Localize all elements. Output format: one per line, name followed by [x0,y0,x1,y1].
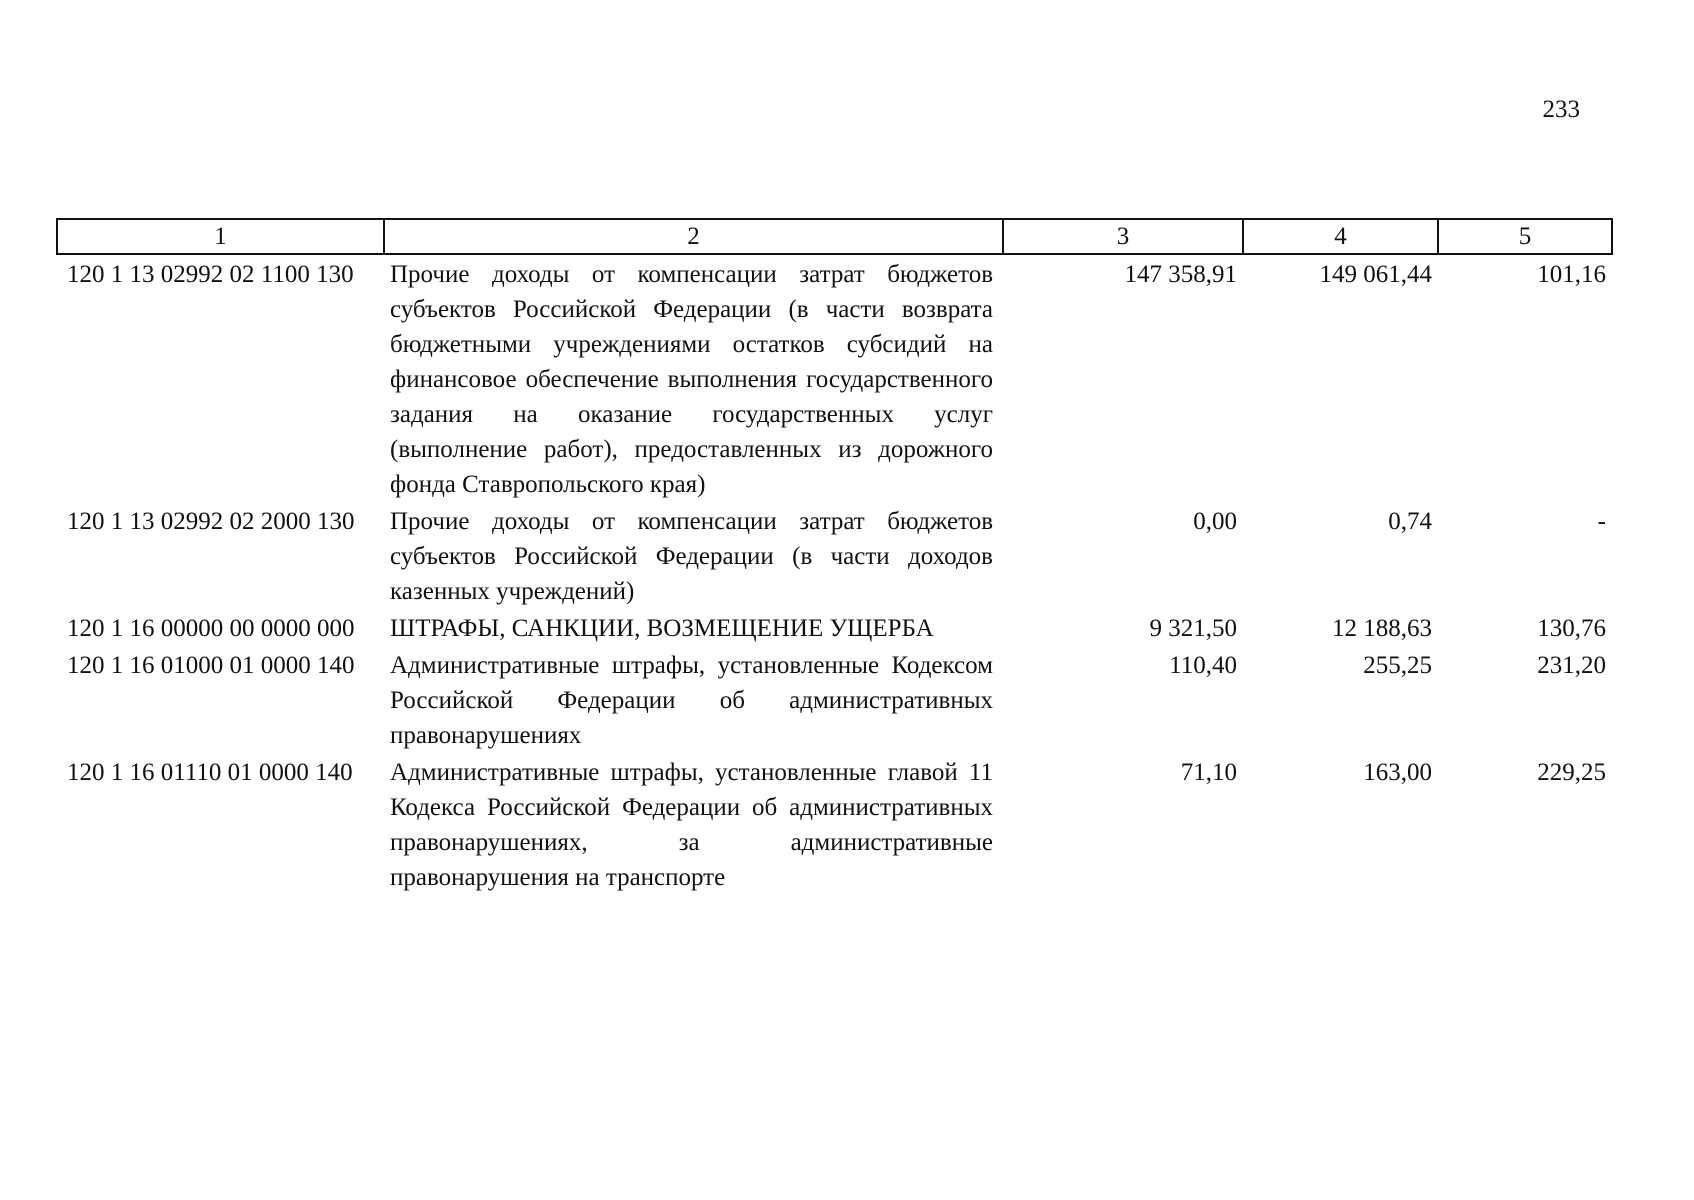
budget-code: 120 1 13 02992 02 2000 130 [67,508,355,535]
value-col-3: 0,00 [1193,508,1237,535]
value-col-5: 130,76 [1537,615,1606,642]
income-name: Административные штрафы, установленные главой 11 Кодекса Российской Федерации об административных правонарушениях, за административные правонарушения на транспорте [390,759,993,891]
header-col-1: 1 [57,219,384,254]
header-col-2: 2 [384,219,1003,254]
header-col-3: 3 [1003,219,1243,254]
table-row [57,753,1612,895]
budget-code: 120 1 13 02992 02 1100 130 [67,261,354,288]
table-row [57,609,1612,646]
income-name: Прочие доходы от компенсации затрат бюджетов субъектов Российской Федерации (в части возврата бюджетными учреждениями остатков субсидий на финансовое обеспечение выполнения государственного задания на оказание государственных услуг (выполнение работ), предоставленных из дорожного фонда Ставропольского края) [390,261,993,498]
header-col-5: 5 [1438,219,1612,254]
income-name: Прочие доходы от компенсации затрат бюджетов субъектов Российской Федерации (в части доходов казенных учреждений) [390,508,993,605]
income-name: Административные штрафы, установленные Кодексом Российской Федерации об административных правонарушениях [390,652,993,749]
value-col-4: 0,74 [1388,508,1432,535]
value-col-5: - [1597,508,1606,535]
page-number: 233 [1542,96,1580,123]
budget-code: 120 1 16 01000 01 0000 140 [67,652,355,679]
value-col-3: 9 321,50 [1149,615,1237,642]
header-col-4: 4 [1243,219,1438,254]
revenue-table [56,218,1613,895]
table-header [57,219,1612,254]
value-col-3: 71,10 [1180,759,1237,786]
table-row [57,502,1612,609]
value-col-4: 149 061,44 [1319,261,1432,288]
value-col-3: 147 358,91 [1124,261,1237,288]
value-col-5: 229,25 [1537,759,1606,786]
table-row [57,254,1612,502]
value-col-4: 12 188,63 [1332,615,1432,642]
value-col-4: 255,25 [1363,652,1432,679]
value-col-5: 231,20 [1537,652,1606,679]
budget-code: 120 1 16 01110 01 0000 140 [67,759,353,786]
value-col-3: 110,40 [1169,652,1237,679]
table-header-row [57,219,1612,254]
value-col-4: 163,00 [1363,759,1432,786]
income-name: ШТРАФЫ, САНКЦИИ, ВОЗМЕЩЕНИЕ УЩЕРБА [390,615,934,642]
table-body [57,254,1612,895]
budget-code: 120 1 16 00000 00 0000 000 [67,615,355,642]
table-row [57,646,1612,753]
value-col-5: 101,16 [1537,261,1606,288]
